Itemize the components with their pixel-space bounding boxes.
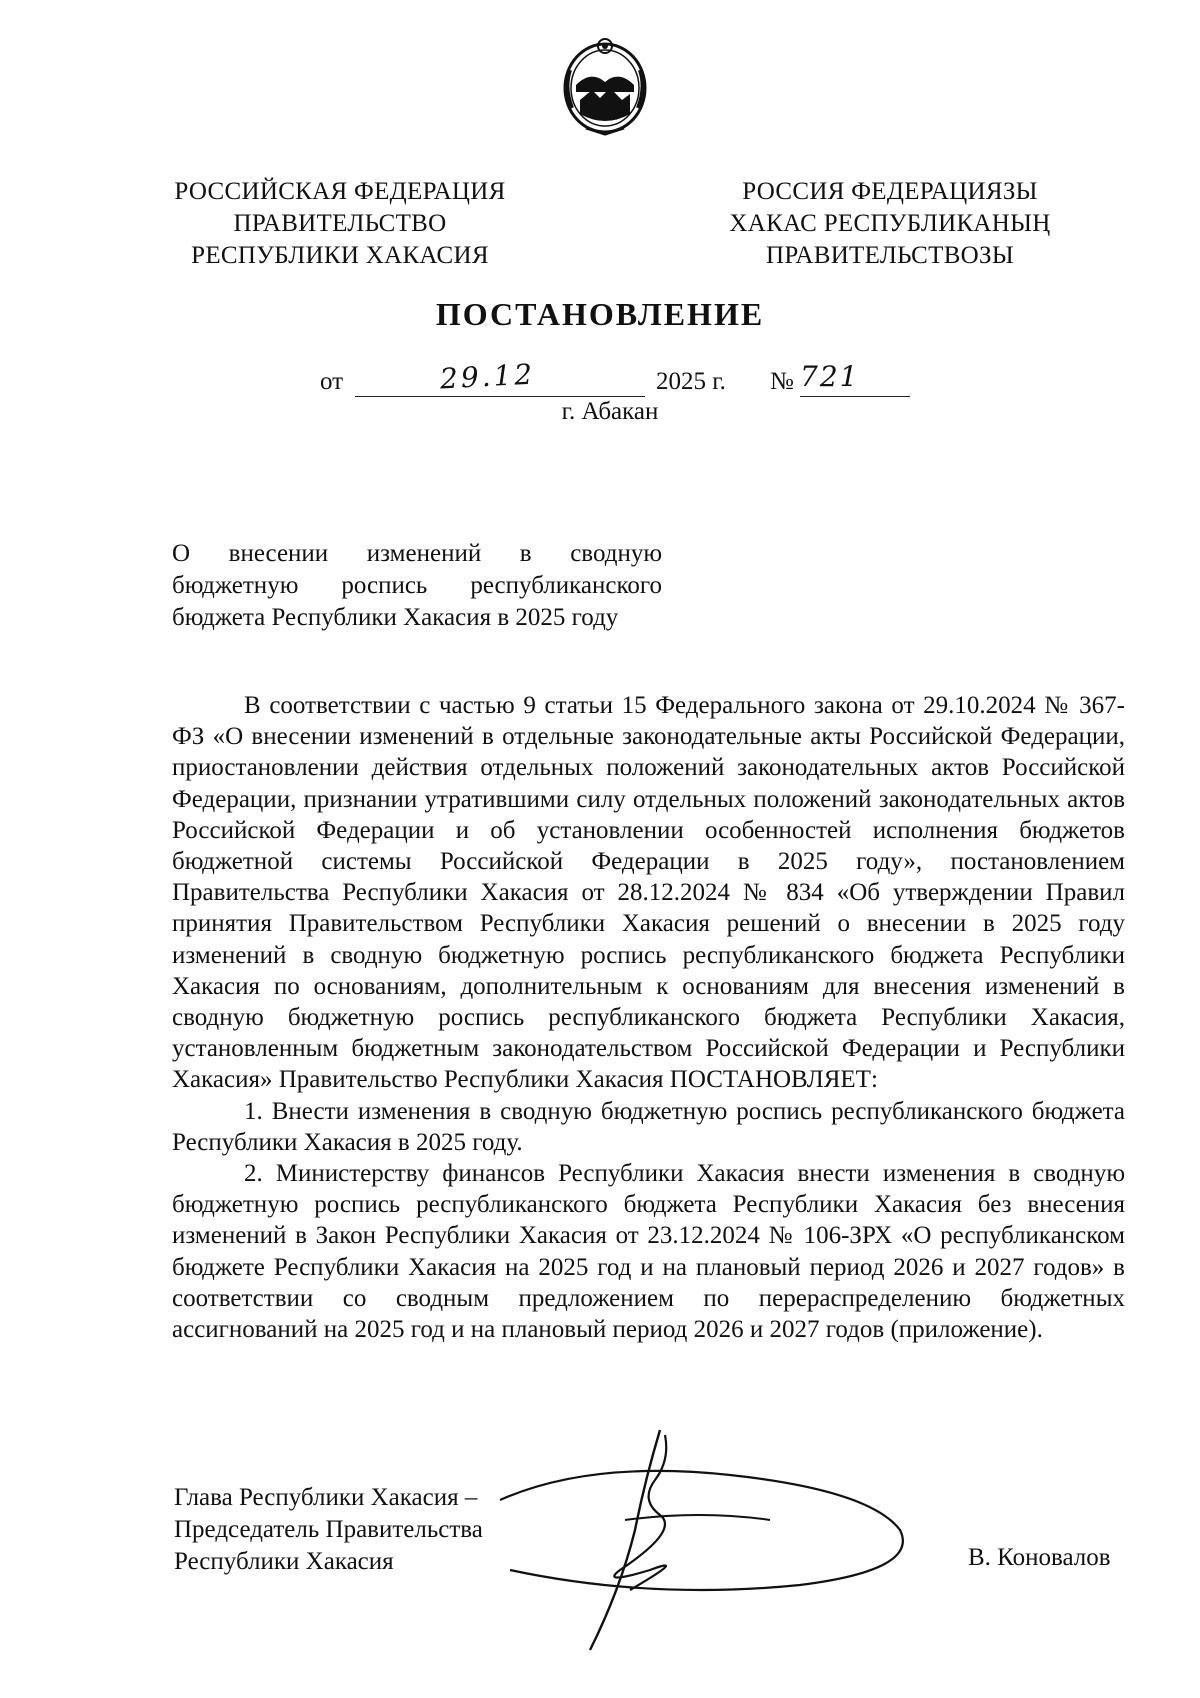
- document-type-title: ПОСТАНОВЛЕНИЕ: [435, 296, 765, 332]
- header-right-line-2: ХАКАС РЕСПУБЛИКАНЫҢ: [729, 210, 1051, 237]
- number-label: №: [770, 368, 794, 395]
- handwritten-signature-icon: [470, 1420, 990, 1680]
- header-right-line-1: РОССИЯ ФЕДЕРАЦИЯЗЫ: [742, 178, 1038, 205]
- body-paragraph-1: В соответствии с частью 9 статьи 15 Федерального закона от 29.10.2024 № 367-ФЗ «О внесении изменений в отдельные законодательные акты Российской Федерации, приостановлении действия отдельных положений законодательных актов Российской Федерации, признании утратившими силу отдельных положений законодательных актов Российской Федерации и об установлении особенностей исполнения бюджетов бюджетной системы Российской Федерации в 2025 году», постановлением Правительства Республики Хакасия от 28.12.2024 № 834 «Об утверждении Правил принятия Правительством Республики Хакасия решений о внесении в 2025 году изменений в сводную бюджетную роспись республиканского бюджета Республики Хакасия по основаниям, дополнительным к основаниям для внесения изменений в сводную бюджетную роспись республиканского бюджета Республики Хакасия, установленным бюджетным законодательством Российской Федерации и Республики Хакасия» Правительство Республики Хакасия ПОСТАНОВЛЯЕТ:: [172, 692, 1125, 1094]
- dateline: [0, 357, 1200, 400]
- document-subject: О внесении изменений в сводную бюджетную роспись республиканского бюджета Республики Хакасия в 2025 году: [172, 540, 662, 631]
- date-year-label: 2025 г.: [656, 368, 726, 395]
- header-left-line-1: РОССИЙСКАЯ ФЕДЕРАЦИЯ: [174, 178, 506, 205]
- header-left-line-3: РЕСПУБЛИКИ ХАКАСИЯ: [191, 242, 489, 269]
- handwritten-number: 721: [800, 360, 860, 393]
- header-left-line-2: ПРАВИТЕЛЬСТВО: [233, 210, 447, 237]
- signature-block-title: [174, 1482, 483, 1578]
- document-body: [172, 690, 1125, 1345]
- header-right-line-3: ПРАВИТЕЛЬСТВОЗЫ: [766, 242, 1014, 269]
- number-underline: [800, 396, 910, 397]
- signature-title-line-2: Председатель Правительства: [174, 1516, 483, 1543]
- signature-title-line-1: Глава Республики Хакасия –: [174, 1484, 478, 1511]
- signatory-name: В. Коновалов: [968, 1544, 1111, 1571]
- handwritten-date: 29.12: [439, 357, 536, 396]
- header-right-authority: [700, 176, 1080, 272]
- signature-title-line-3: Республики Хакасия: [174, 1548, 394, 1575]
- date-underline: [355, 396, 645, 397]
- body-paragraph-3: 2. Министерству финансов Республики Хакасия внести изменения в сводную бюджетную роспись республиканского бюджета Республики Хакасия без внесения изменений в Закон Республики Хакасия от 23.12.2024 № 106-ЗРХ «О республиканском бюджете Республики Хакасия на 2025 год и на плановый период 2026 и 2027 годов» в соответствии со сводным предложением по перераспределению бюджетных ассигнований на 2025 год и на плановый период 2026 и 2027 годов (приложение).: [172, 1160, 1125, 1344]
- date-from-label: от: [320, 368, 344, 395]
- coat-of-arms-icon: [556, 30, 654, 140]
- city-label: г. Абакан: [561, 398, 659, 425]
- body-paragraph-2: 1. Внести изменения в сводную бюджетную роспись республиканского бюджета Республики Хакасия в 2025 году.: [172, 1097, 1125, 1156]
- header-left-authority: [160, 176, 520, 272]
